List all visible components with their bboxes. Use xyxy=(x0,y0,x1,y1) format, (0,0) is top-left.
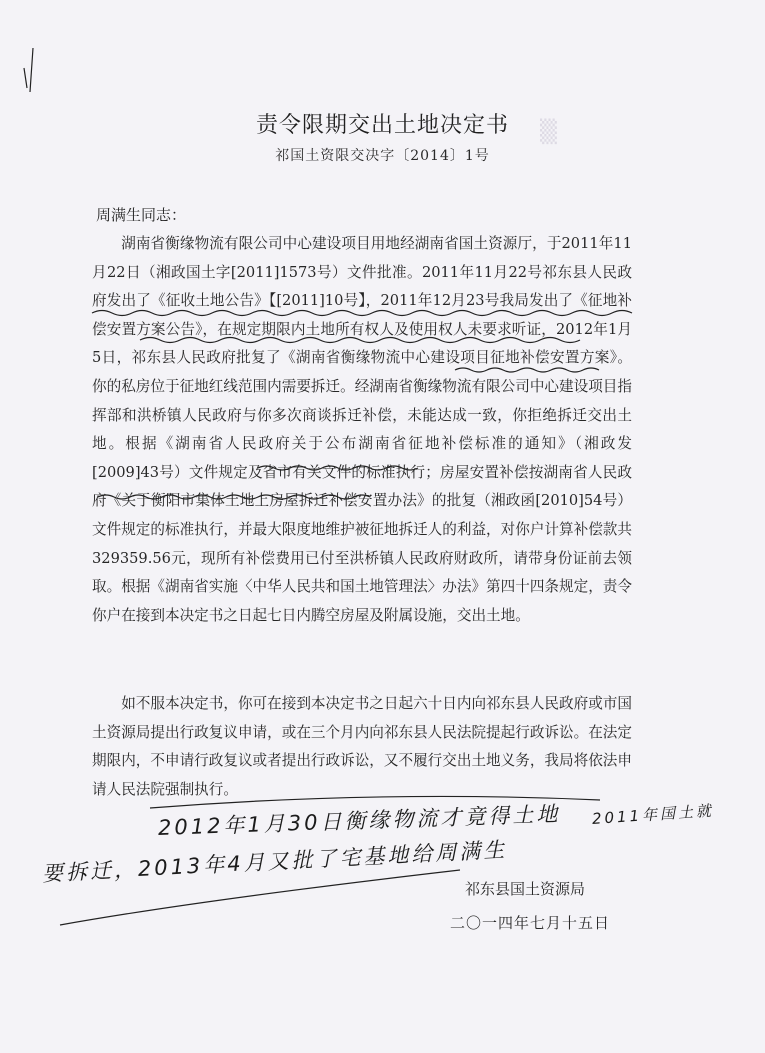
document-title: 责令限期交出土地决定书 xyxy=(255,113,509,138)
handwritten-note-line-1: 2012年1月30日衡缘物流才竟得土地 xyxy=(157,801,561,840)
body-paragraph-1: 湖南省衡缘物流有限公司中心建设项目用地经湖南省国土资源厅，于2011年11月22日（湘政国土字[2011]1573号）文件批准。2011年11月22号祁东县人民政府发出了《征收土地公告》【[2011]10号】，2011年12月23号我局发出了《征地补偿安置方案公告》，在规定期限内土地所有权人及使用权人未要求听证，2012年1月5日，祁东县人民政府批复了《湖南省衡缘物流中心建设项目征地补偿安置方案》。你的私房位于征地红线范围内需要拆迁。经湖南省衡缘物流有限公司中心建设项目指挥部和洪桥镇人民政府与你多次商谈拆迁补偿，未能达成一致，你拒绝拆迁交出土地。根据《湖南省人民政府关于公布湖南省征地补偿标准的通知》（湘政发[2009]43号）文件规定及省市有关文件的标准执行；房屋安置补偿按湖南省人民政府《关于衡阳市集体土地上房屋拆迁补偿安置办法》的批复（湘政函[2010]54号）文件规定的标准执行，并最大限度地维护被征地拆迁人的利益，对你户计算补偿款共329359.56元，现所有补偿费用已付至洪桥镇人民政府财政所，请带身份证前去领取。根据《湖南省实施〈中华人民共和国土地管理法〉办法》第四十四条规定，责令你户在接到本决定书之日起七日内腾空房屋及附属设施，交出土地。 xyxy=(92,235,632,624)
handwriting-swoosh-bottom xyxy=(60,870,460,925)
margin-tick-mark xyxy=(24,48,33,92)
date-underline xyxy=(455,368,599,372)
issue-date: 二〇一四年七月十五日 xyxy=(450,914,611,932)
show-through-marks: ▒ xyxy=(540,120,557,145)
handwritten-margin-note: 2011年国土就 xyxy=(591,801,715,828)
wavy-underline-2 xyxy=(140,338,580,343)
salutation: 周满生同志： xyxy=(96,206,187,224)
issuing-authority: 祁东县国土资源局 xyxy=(465,880,586,898)
notice-underline xyxy=(98,495,370,499)
handwriting-swoosh-top xyxy=(150,796,600,808)
body-paragraph-2: 如不服本决定书，你可在接到本决定书之日起六十日内向祁东县人民政府或市国土资源局提出行政复议申请，或在三个月内向祁东县人民法院提起行政诉讼。在法定期限内，不申请行政复议或者提出行政诉讼，又不履行交出土地义务，我局将依法申请人民法院强制执行。 xyxy=(92,695,632,798)
document-number: 祁国土资限交决字〔2014〕1号 xyxy=(275,148,490,164)
refusal-underline xyxy=(258,466,418,470)
wavy-underline-1 xyxy=(92,311,632,316)
handwritten-note-line-2: 要拆迁，2013年4月又批了宅基地给周满生 xyxy=(41,837,508,886)
